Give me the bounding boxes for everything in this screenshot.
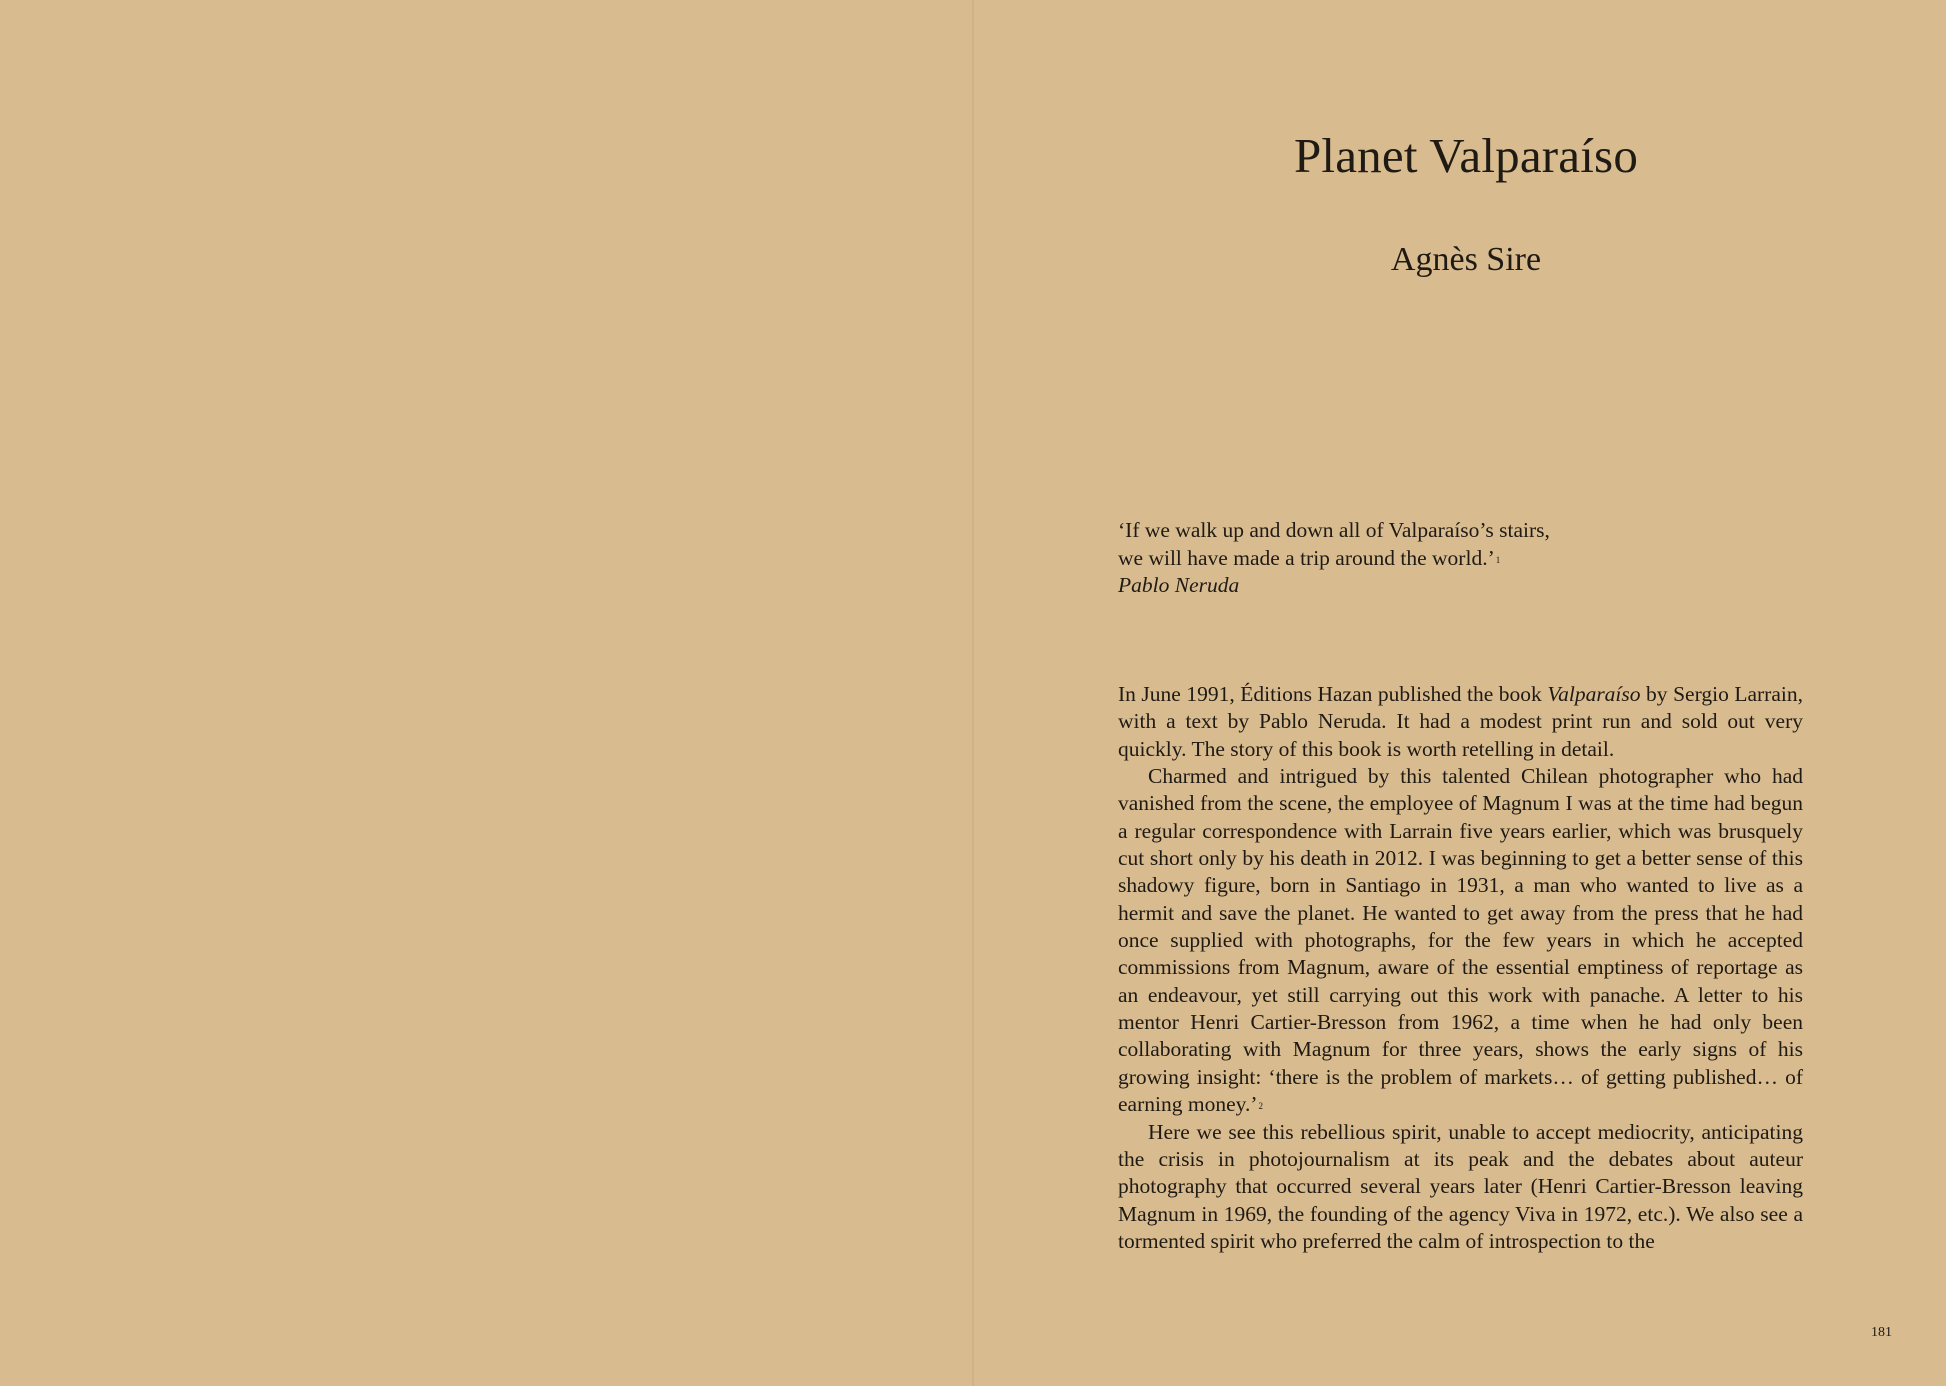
- paragraph-1-end: by Sergio Larrain, with a text by Pablo Neruda. It had a modest print run and sold out very quickly. The story of this book is worth retelling in detail.: [1118, 682, 1803, 761]
- paragraph-2: [1118, 763, 1803, 1118]
- paragraph-3: [1118, 1119, 1803, 1256]
- page-number: 181: [1871, 1325, 1892, 1340]
- chapter-title: Planet Valparaíso: [1293, 128, 1639, 183]
- footnote-marker-2: 2: [1258, 1101, 1263, 1112]
- footnote-marker-1: 1: [1495, 554, 1501, 565]
- paragraph-1: [1118, 681, 1803, 763]
- chapter-author: Agnès Sire: [1390, 241, 1542, 278]
- epigraph-line-1: ‘If we walk up and down all of Valparaíso’s stairs,: [1118, 518, 1550, 542]
- right-page: [974, 0, 1946, 1386]
- book-title-italic: Valparaíso: [1547, 682, 1641, 706]
- paragraph-1-start: In June 1991, Éditions Hazan published the book: [1118, 682, 1548, 706]
- epigraph-line-2: [1118, 545, 1638, 573]
- paragraph-2-text: Charmed and intrigued by this talented Chilean photographer who had vanished from the scene, the employee of Magnum I was at the time had begun a regular correspondence with Larrain five years earlier, which was brusquely cut short only by his death in 2012. I was beginning to get a better sense of this shadowy figure, born in Santiago in 1931, a man who wanted to live as a hermit and save the planet. He wanted to get away from the press that he had once supplied with photographs, for the few years in which he accepted commissions from Magnum, aware of the essential emptiness of reportage as an endeavour, yet still carrying out this work with panache. A letter to his mentor Henri Cartier-Bresson from 1962, a time when he had only been collaborating with Magnum for three years, shows the early signs of his growing insight: ‘there is the problem of markets… of getting published… of earning money.’: [1118, 764, 1803, 1117]
- paragraph-3-text: Here we see this rebellious spirit, unable to accept mediocrity, anticipating the crisis in photojournalism at its peak and the debates about auteur photography that occurred several years later (Henri Cartier-Bresson leaving Magnum in 1969, the founding of the agency Viva in 1972, etc.). We also see a tormented spirit who preferred the calm of introspection to the: [1118, 1119, 1803, 1253]
- left-page-blank: [0, 0, 972, 1386]
- epigraph: [1118, 517, 1638, 600]
- epigraph-attribution: Pablo Neruda: [1118, 573, 1240, 597]
- epigraph-line-2-text: we will have made a trip around the world.’: [1118, 545, 1495, 570]
- body-text: [1118, 681, 1803, 1255]
